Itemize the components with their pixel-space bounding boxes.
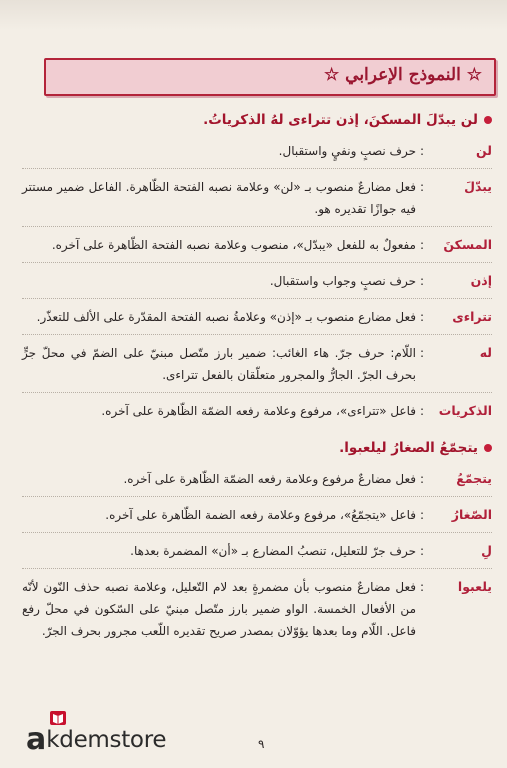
parse-term: يتجمّعُ [456,471,492,486]
parse-definition: فعل مضارعٌ منصوب بـ «لن» وعلامة نصبه الفتحة الظّاهرة. الفاعل ضمير مستتر فيه جوازًا تقديره هو. [22,180,416,216]
example-block-2 [22,440,492,648]
analysis-content [22,112,492,655]
separator: : [419,274,425,288]
parse-row [22,576,492,648]
separator: : [419,310,425,324]
parse-term: المسكنَ [443,237,492,252]
section-header [44,58,496,96]
book-badge-icon [48,708,68,728]
page-top-shadow [0,0,507,30]
separator: : [419,180,425,194]
watermark-logo [26,720,202,760]
parse-definition: حرف نصبٍ وجواب واستقبال. [269,274,416,288]
parse-row [22,342,492,393]
parse-row [22,468,492,497]
separator: : [419,346,425,360]
parse-definition: فاعل «تتراءى»، مرفوع وعلامة رفعه الضمّة الظّاهرة على آخره. [101,404,416,418]
parse-term: يلعبوا [457,579,492,594]
parse-term: إذن [470,273,492,288]
sentence-text: لن يبدّلَ المسكنَ، إذن تتراءى لهُ الذكرياتُ. [203,112,478,128]
parse-definition: فعل مضارع منصوب بـ «إذن» وعلامةُ نصبه الفتحة المقدّرة على الألف للتعذّر. [36,310,416,324]
example-sentence-1 [22,112,492,128]
parse-row [22,176,492,227]
separator: : [419,144,425,158]
parse-row [22,234,492,263]
parse-term: لن [476,143,492,158]
logo-wordmark: kdemstore [46,727,167,753]
parse-definition: فاعل «يتجمّعُ»، مرفوع وعلامة رفعه الضمة الظّاهرة على آخره. [105,508,416,522]
parse-definition: فعل مضارعٌ مرفوع وعلامة رفعه الضمّة الظّاهرة على آخره. [123,472,416,486]
parse-row [22,400,492,428]
separator: : [419,404,425,418]
header-title: ☆ النموذج الإعرابي ☆ [324,65,482,85]
separator: : [419,580,425,594]
logo-initial: a [26,722,47,757]
bullet-icon [484,444,492,452]
separator: : [419,238,425,252]
parse-term: له [479,345,492,360]
parse-term: تتراءى [452,309,492,324]
parse-definition: حرف جرّ للتعليل، تنصبُ المضارع بـ «أن» المضمرة بعدها. [130,544,416,558]
parse-definition: فعل مضارعٌ منصوب بأن مضمرةٍ بعد لام التّعليل، وعلامة نصبه حذف النّون لأنّه من الأفعال الخمسة. الواو ضمير بارز متّصل مبنيّ على السّكون في محلّ رفع فاعل. اللّام وما بعدها يؤوّلان بمصدر صريح تقديره اللّعب مجرور بحرف الجرّ. [22,580,416,638]
separator: : [419,472,425,486]
page-number: ٩ [258,737,265,751]
example-sentence-2 [22,440,492,456]
parse-row [22,504,492,533]
parse-row [22,270,492,299]
parse-definition: اللّام: حرف جرّ. هاء الغائب: ضمير بارز متّصل مبنيّ على الضمّ في محلّ جرٍّ بحرف الجرّ. الجارُّ والمجرور متعلّقان بالفعل تتراءى. [22,346,416,382]
parse-row [22,306,492,335]
parse-row [22,540,492,569]
parse-term: لِ [481,543,492,558]
sentence-text: يتجمّعُ الصغارُ ليلعبوا. [339,440,478,456]
separator: : [419,508,425,522]
parse-definition: مفعولٌ به للفعل «يبدّل»، منصوب وعلامة نصبه الفتحة الظّاهرة على آخره. [51,238,416,252]
parse-term: الذكريات [438,403,492,418]
separator: : [419,544,425,558]
parse-term: يبدّلَ [464,179,492,194]
bullet-icon [484,116,492,124]
parse-term: الصّغارُ [451,507,492,522]
parse-row [22,140,492,169]
parse-definition: حرف نصبٍ ونفيٍ واستقبال. [278,144,416,158]
